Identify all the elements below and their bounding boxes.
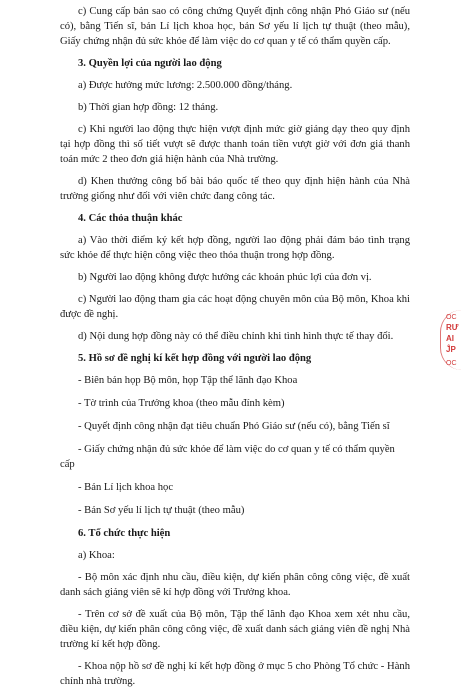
paragraph-4c: c) Người lao động tham gia các hoạt động chuyên môn của Bộ môn, Khoa khi được đề nghị. xyxy=(60,294,410,320)
heading-section-6: 6. Tổ chức thực hiện xyxy=(78,528,171,539)
list-item: - Tờ trình của Trưởng khoa (theo mẫu đính kèm) xyxy=(78,398,285,409)
heading-section-4: 4. Các thỏa thuận khác xyxy=(78,213,183,224)
seal-line-2: AI xyxy=(446,334,454,343)
list-item: - Bản Lí lịch khoa học xyxy=(78,482,174,493)
seal-text-top: OC xyxy=(446,314,457,321)
seal-text xyxy=(446,322,458,355)
red-seal-stamp xyxy=(440,310,461,370)
paragraph-3b: b) Thời gian hợp đồng: 12 tháng. xyxy=(78,102,219,113)
paragraph-6a-2: - Trên cơ sở đề xuất của Bộ môn, Tập thể lãnh đạo Khoa xem xét nhu cầu, điều kiện, dự kiến phân công công việc, đề xuất danh sách giảng viên đề nghị Nhà trường kí kết hợp đồng. xyxy=(60,609,410,650)
paragraph-4d: d) Nội dung hợp đồng này có thể điều chỉnh khi tình hình thực tế thay đổi. xyxy=(78,331,394,342)
seal-text-bottom: OC xyxy=(446,360,457,367)
paragraph-2c: c) Cung cấp bản sao có công chứng Quyết định công nhận Phó Giáo sư (nếu có), bằng Tiến sĩ, bản Lí lịch khoa học, bản Sơ yếu lí lịch tự thuật (theo mẫu), Giấy chứng nhận đủ sức khỏe để làm việc do cơ quan y tế có thẩm quyền cấp. xyxy=(60,6,410,47)
list-item: - Giấy chứng nhận đủ sức khỏe để làm việc do cơ quan y tế có thẩm quyền cấp xyxy=(60,444,395,470)
heading-section-5: 5. Hồ sơ đề nghị kí kết hợp đồng với người lao động xyxy=(78,353,312,364)
paragraph-6a-3: - Khoa nộp hồ sơ đề nghị kí kết hợp đồng ở mục 5 cho Phòng Tổ chức - Hành chính nhà trường. xyxy=(60,661,410,687)
list-item: - Bản Sơ yếu lí lịch tự thuật (theo mẫu) xyxy=(78,505,245,516)
paragraph-6a-1: - Bộ môn xác định nhu cầu, điều kiện, dự kiến phân công công việc, đề xuất danh sách giảng viên sẽ kí hợp đồng với Trưởng khoa. xyxy=(60,572,410,598)
list-item: - Quyết định công nhận đạt tiêu chuẩn Phó Giáo sư (nếu có), bằng Tiến sĩ xyxy=(78,421,390,432)
paragraph-4b: b) Người lao động không được hưởng các khoản phúc lợi của đơn vị. xyxy=(78,272,372,283)
paragraph-3c: c) Khi người lao động thực hiện vượt định mức giờ giảng dạy theo quy định tại hợp đồng thì số tiết vượt sẽ được thanh toán tiền vượt giờ với đơn giá thanh toán mức 2 theo đơn giá hiện hành của Nhà trường. xyxy=(60,124,410,165)
seal-line-1: RƯ xyxy=(446,323,459,332)
paragraph-6a: a) Khoa: xyxy=(78,550,115,561)
seal-line-3: ĴP xyxy=(446,345,456,354)
document-body xyxy=(60,4,410,696)
paragraph-3a: a) Được hưởng mức lương: 2.500.000 đồng/tháng. xyxy=(78,80,293,91)
paragraph-3d: d) Khen thưởng công bố bài báo quốc tế theo quy định hiện hành của Nhà trường giống như đối với viên chức đang công tác. xyxy=(60,176,410,202)
heading-section-3: 3. Quyền lợi của người lao động xyxy=(78,58,222,69)
list-item: - Biên bản họp Bộ môn, họp Tập thể lãnh đạo Khoa xyxy=(78,375,298,386)
paragraph-4a: a) Vào thời điểm ký kết hợp đồng, người lao động phải đảm bảo tình trạng sức khỏe để thực hiện công việc theo thỏa thuận trong hợp đồng. xyxy=(60,235,410,261)
